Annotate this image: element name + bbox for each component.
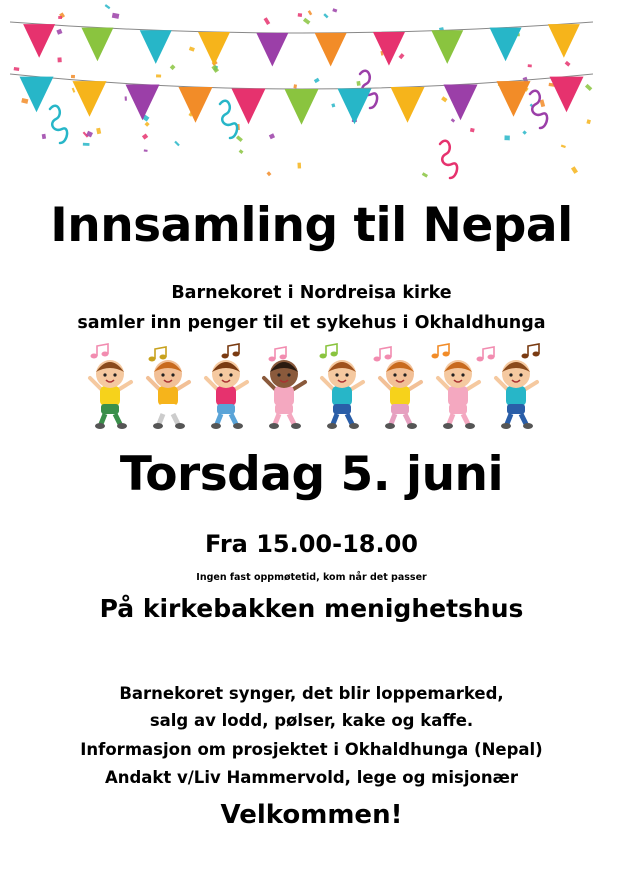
- confetti-piece: [314, 78, 320, 83]
- program-line: Andakt v/Liv Hammervold, lege og misjonær: [104, 768, 519, 787]
- bunting-flag: [179, 87, 213, 123]
- confetti-piece: [586, 119, 591, 124]
- confetti-piece: [96, 128, 101, 134]
- child-figure: [148, 360, 189, 429]
- confetti-piece: [504, 135, 509, 140]
- confetti-piece: [451, 118, 455, 122]
- confetti-piece: [211, 65, 219, 73]
- confetti-piece: [356, 81, 360, 86]
- confetti-piece: [571, 166, 578, 174]
- confetti-piece: [331, 103, 335, 107]
- music-note-icon: [269, 347, 287, 362]
- subtitle-line-1: Barnekoret i Nordreisa kirke: [171, 283, 452, 303]
- bunting-flag: [23, 24, 55, 58]
- bunting-flag: [550, 77, 584, 113]
- confetti-piece: [528, 64, 532, 67]
- music-note-icon: [432, 344, 450, 359]
- bunting-flag: [391, 87, 425, 123]
- confetti-piece: [441, 96, 447, 102]
- confetti-piece: [264, 17, 271, 25]
- child-figure: [322, 360, 363, 429]
- bunting-flag: [497, 81, 531, 117]
- bunting-flag: [198, 32, 230, 66]
- streamer: [220, 101, 237, 138]
- confetti-piece: [323, 13, 328, 18]
- confetti-piece: [236, 135, 243, 142]
- children-music-notes-graphic: [80, 338, 545, 430]
- bunting-confetti-graphic: [10, 4, 593, 184]
- bunting-flag: [373, 32, 405, 66]
- confetti-piece: [585, 84, 592, 91]
- confetti-piece: [561, 144, 566, 148]
- streamer: [530, 91, 547, 128]
- confetti-piece: [269, 133, 275, 139]
- confetti-piece: [308, 10, 313, 15]
- streamer: [50, 106, 67, 143]
- program-line: Informasjon om prosjektet i Okhaldhunga (Nepal): [80, 740, 543, 759]
- confetti-piece: [57, 57, 61, 62]
- child-figure: [206, 360, 247, 429]
- bunting-flag: [431, 30, 463, 64]
- confetti-piece: [112, 13, 120, 19]
- confetti-piece: [72, 88, 76, 93]
- confetti-piece: [21, 98, 28, 104]
- bunting-flag: [490, 28, 522, 62]
- music-note-icon: [374, 347, 392, 362]
- child-figure: [264, 360, 305, 429]
- confetti-piece: [332, 8, 337, 12]
- bunting-flag: [73, 81, 107, 117]
- confetti-piece: [56, 29, 62, 35]
- confetti-piece: [174, 141, 180, 147]
- confetti-piece: [42, 134, 46, 139]
- confetti-piece: [145, 122, 150, 127]
- confetti-piece: [297, 163, 301, 169]
- music-note-icon: [522, 344, 540, 359]
- bunting-flag: [20, 77, 54, 113]
- child-figure: [380, 360, 421, 429]
- bunting-flag: [256, 33, 288, 67]
- child-figure: [496, 360, 537, 429]
- confetti-piece: [58, 16, 62, 19]
- confetti-piece: [293, 84, 297, 88]
- bunting-flag: [140, 30, 172, 64]
- confetti-piece: [142, 133, 148, 139]
- party-bunting-banner: [10, 4, 593, 184]
- confetti-piece: [239, 149, 244, 154]
- confetti-piece: [170, 64, 176, 70]
- bunting-flag: [81, 28, 113, 62]
- program-line: Barnekoret synger, det blir loppemarked,: [119, 684, 504, 703]
- welcome-text: Velkommen!: [220, 800, 403, 830]
- music-note-icon: [320, 344, 338, 359]
- confetti-piece: [14, 67, 20, 71]
- bunting-flag: [548, 24, 580, 58]
- confetti-piece: [298, 13, 302, 17]
- bunting-flag: [315, 33, 347, 67]
- event-place: På kirkebakken menighetshus: [99, 594, 524, 623]
- confetti-piece: [125, 96, 127, 100]
- music-note-icon: [477, 347, 495, 362]
- confetti-piece: [144, 149, 148, 152]
- bunting-flag: [285, 89, 319, 125]
- music-note-icon: [91, 344, 109, 359]
- poster-title: Innsamling til Nepal: [50, 198, 573, 253]
- confetti-piece: [83, 143, 90, 146]
- music-note-icon: [222, 344, 240, 359]
- subtitle-line-2: samler inn penger til et sykehus i Okhaldhunga: [77, 313, 546, 333]
- dancing-children-illustration: [80, 338, 545, 430]
- bunting-flag: [444, 85, 478, 121]
- event-time: Fra 15.00-18.00: [204, 530, 419, 558]
- confetti-piece: [422, 172, 428, 177]
- music-note-icon: [149, 347, 167, 362]
- confetti-piece: [399, 53, 405, 59]
- confetti-piece: [105, 4, 111, 9]
- bunting-flag: [338, 89, 372, 125]
- confetti-piece: [267, 171, 272, 176]
- confetti-piece: [189, 46, 195, 51]
- event-date: Torsdag 5. juni: [119, 447, 504, 502]
- confetti-piece: [522, 130, 526, 134]
- program-line: salg av lodd, pølser, kake og kaffe.: [149, 711, 474, 730]
- confetti-piece: [565, 61, 571, 67]
- child-figure: [90, 360, 131, 429]
- time-note: Ingen fast oppmøtetid, kom når det passer: [196, 572, 427, 583]
- child-figure: [438, 360, 479, 429]
- confetti-piece: [470, 128, 475, 133]
- bunting-flag: [232, 89, 266, 125]
- bunting-flag: [126, 85, 160, 121]
- confetti-piece: [71, 75, 75, 78]
- confetti-piece: [303, 18, 310, 25]
- confetti-piece: [156, 74, 161, 77]
- streamer: [440, 141, 457, 178]
